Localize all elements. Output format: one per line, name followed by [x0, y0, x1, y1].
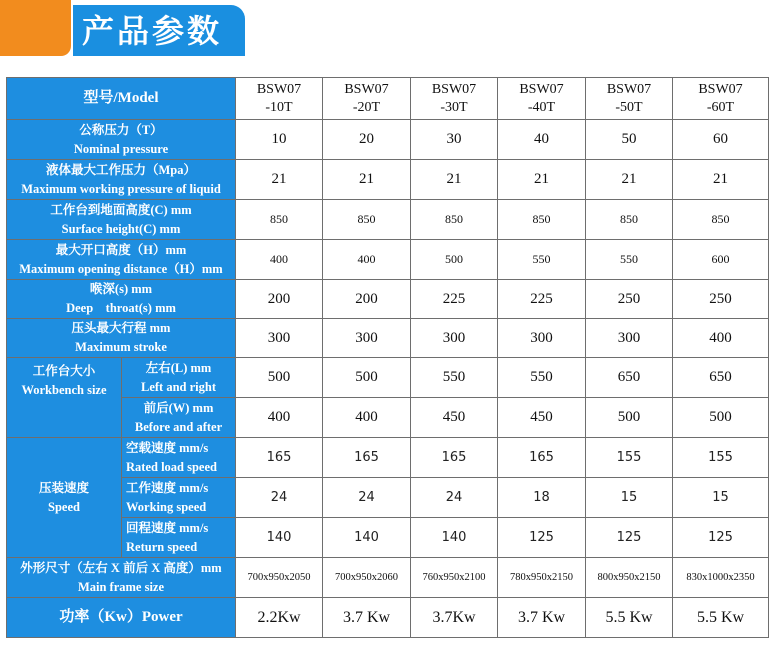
value-cell: 5.5 Kw: [586, 598, 673, 638]
value-cell: 450: [411, 398, 498, 438]
value-cell: 650: [673, 358, 769, 398]
value-cell: 550: [586, 240, 673, 280]
value-cell: 10: [236, 120, 323, 160]
table-row-model: [7, 78, 769, 120]
value-cell: 500: [673, 398, 769, 438]
banner-orange-block: [0, 0, 71, 56]
label-en: Speed: [48, 499, 80, 514]
value-cell: 500: [586, 398, 673, 438]
value-cell: 125: [498, 518, 586, 558]
label-zh: 最大开口高度（H）mm: [55, 242, 187, 257]
value-cell: 200: [323, 280, 411, 319]
value-cell: 50: [586, 120, 673, 160]
label-en: Maximum working pressure of liquid: [21, 181, 221, 196]
value-cell: 400: [323, 398, 411, 438]
table-row-workbench-lr: [7, 358, 769, 398]
value-cell: 200: [236, 280, 323, 319]
label-zh: 工作速度 mm/s: [126, 480, 209, 495]
table-row-speed-working: [7, 478, 769, 518]
value-cell: 250: [673, 280, 769, 319]
model-line1: BSW07: [256, 81, 302, 97]
value-cell: 780x950x2150: [498, 558, 586, 598]
label-en: Return speed: [126, 539, 198, 554]
spec-table: [6, 77, 769, 638]
value-cell: 165: [323, 438, 411, 478]
value-cell: 5.5 Kw: [673, 598, 769, 638]
value-cell: 400: [236, 240, 323, 280]
value-cell: 140: [323, 518, 411, 558]
label-en: Nominal pressure: [73, 141, 169, 156]
value-cell: 21: [673, 160, 769, 200]
value-cell: 2.2Kw: [236, 598, 323, 638]
value-cell: 30: [411, 120, 498, 160]
value-cell: 300: [586, 319, 673, 358]
value-cell: 24: [411, 478, 498, 518]
header-banner: [0, 0, 771, 60]
value-cell: 24: [236, 478, 323, 518]
value-cell: 165: [411, 438, 498, 478]
value-cell: 155: [586, 438, 673, 478]
page-title: 产品参数: [82, 12, 223, 50]
value-cell: 300: [411, 319, 498, 358]
label-zh: 喉深(s) mm: [89, 282, 153, 296]
label-zh: 液体最大工作压力（Mpa）: [45, 162, 196, 177]
table-row-power: [7, 598, 769, 638]
value-cell: 500: [323, 358, 411, 398]
value-cell: 21: [411, 160, 498, 200]
table-row-nominal-pressure: [7, 120, 769, 160]
value-cell: 300: [323, 319, 411, 358]
value-cell: 40: [498, 120, 586, 160]
value-cell: 15: [673, 478, 769, 518]
label-zh: 压装速度: [38, 480, 89, 495]
model-line2: -30T: [440, 99, 468, 115]
table-row-max-stroke: [7, 319, 769, 358]
label-en: Surface height(C) mm: [61, 221, 181, 236]
value-cell: 21: [498, 160, 586, 200]
label-zh: 左右(L) mm: [145, 360, 212, 375]
value-cell: 700x950x2060: [323, 558, 411, 598]
table-row-max-opening: [7, 240, 769, 280]
value-cell: 140: [236, 518, 323, 558]
table-row-workbench-fb: [7, 398, 769, 438]
value-cell: 550: [498, 358, 586, 398]
value-cell: 21: [323, 160, 411, 200]
model-line1: BSW07: [698, 81, 743, 97]
value-cell: 850: [323, 200, 411, 240]
model-cell: [673, 78, 769, 120]
value-cell: 600: [673, 240, 769, 280]
label-en: Deep throat(s) mm: [66, 301, 176, 315]
value-cell: 700x950x2050: [236, 558, 323, 598]
model-line1: BSW07: [344, 81, 389, 97]
model-line2: -40T: [527, 99, 556, 115]
row-label: [7, 558, 236, 598]
label-en: Maximum opening distance（H）mm: [19, 261, 223, 276]
value-cell: 21: [236, 160, 323, 200]
row-label: [122, 358, 236, 398]
value-cell: 400: [673, 319, 769, 358]
value-cell: 800x950x2150: [586, 558, 673, 598]
table-row-deep-throat: [7, 280, 769, 319]
value-cell: 125: [673, 518, 769, 558]
label-zh: 工作台到地面高度(C) mm: [50, 202, 192, 217]
table-row-frame-size: [7, 558, 769, 598]
value-cell: 20: [323, 120, 411, 160]
label-zh: 前后(W) mm: [143, 400, 214, 415]
value-cell: 165: [236, 438, 323, 478]
model-line1: BSW07: [606, 81, 652, 97]
model-cell: [411, 78, 498, 120]
row-label: [7, 200, 236, 240]
model-line2: -20T: [352, 99, 381, 115]
label-zh: 外形尺寸（左右 X 前后 X 高度）mm: [20, 560, 222, 575]
row-label: [122, 478, 236, 518]
row-label-power: 功率（Kw）Power: [7, 598, 236, 638]
value-cell: 300: [498, 319, 586, 358]
value-cell: 60: [673, 120, 769, 160]
table-row-speed-return: [7, 518, 769, 558]
model-line1: BSW07: [431, 81, 477, 97]
model-cell: [323, 78, 411, 120]
value-cell: 400: [236, 398, 323, 438]
row-label: [7, 319, 236, 358]
label-en: Left and right: [141, 379, 216, 394]
value-cell: 15: [586, 478, 673, 518]
model-line2: -10T: [265, 99, 293, 115]
label-zh: 回程速度 mm/s: [126, 520, 209, 535]
value-cell: 3.7 Kw: [498, 598, 586, 638]
row-label: [7, 160, 236, 200]
model-line2: -50T: [615, 99, 643, 115]
value-cell: 830x1000x2350: [673, 558, 769, 598]
label-en: Before and after: [134, 419, 223, 434]
label-en: Maximum stroke: [75, 340, 167, 354]
value-cell: 850: [411, 200, 498, 240]
value-cell: 125: [586, 518, 673, 558]
table-row-speed-rated: [7, 438, 769, 478]
value-cell: 850: [586, 200, 673, 240]
row-label: [122, 398, 236, 438]
label-en: Workbench size: [21, 383, 107, 397]
label-zh: 空载速度 mm/s: [126, 440, 209, 455]
row-label: [7, 240, 236, 280]
row-label: [7, 280, 236, 319]
value-cell: 225: [498, 280, 586, 319]
value-cell: 18: [498, 478, 586, 518]
value-cell: 21: [586, 160, 673, 200]
value-cell: 300: [236, 319, 323, 358]
value-cell: 500: [411, 240, 498, 280]
value-cell: 650: [586, 358, 673, 398]
label-en: Main frame size: [77, 579, 165, 594]
value-cell: 3.7 Kw: [323, 598, 411, 638]
value-cell: 165: [498, 438, 586, 478]
value-cell: 155: [673, 438, 769, 478]
value-cell: 500: [236, 358, 323, 398]
row-label: [122, 518, 236, 558]
model-label: 型号/Model: [7, 78, 236, 120]
value-cell: 225: [411, 280, 498, 319]
label-zh: 压头最大行程 mm: [71, 321, 171, 335]
row-label: [122, 438, 236, 478]
table-row-max-working-pressure: [7, 160, 769, 200]
value-cell: 550: [411, 358, 498, 398]
value-cell: 850: [236, 200, 323, 240]
model-line2: -60T: [706, 99, 735, 115]
value-cell: 550: [498, 240, 586, 280]
model-line1: BSW07: [519, 81, 564, 97]
label-zh: 公称压力（T）: [79, 122, 163, 137]
value-cell: 760x950x2100: [411, 558, 498, 598]
group-label-speed: [7, 438, 122, 558]
model-cell: [236, 78, 323, 120]
label-zh: 工作台大小: [32, 364, 96, 378]
value-cell: 450: [498, 398, 586, 438]
table-row-surface-height: [7, 200, 769, 240]
label-en: Working speed: [126, 499, 207, 514]
value-cell: 850: [498, 200, 586, 240]
value-cell: 24: [323, 478, 411, 518]
value-cell: 250: [586, 280, 673, 319]
group-label-workbench: [7, 358, 122, 438]
label-en: Rated load speed: [126, 459, 217, 474]
value-cell: 850: [673, 200, 769, 240]
model-cell: [498, 78, 586, 120]
value-cell: 400: [323, 240, 411, 280]
value-cell: 3.7Kw: [411, 598, 498, 638]
model-cell: [586, 78, 673, 120]
value-cell: 140: [411, 518, 498, 558]
row-label: [7, 120, 236, 160]
